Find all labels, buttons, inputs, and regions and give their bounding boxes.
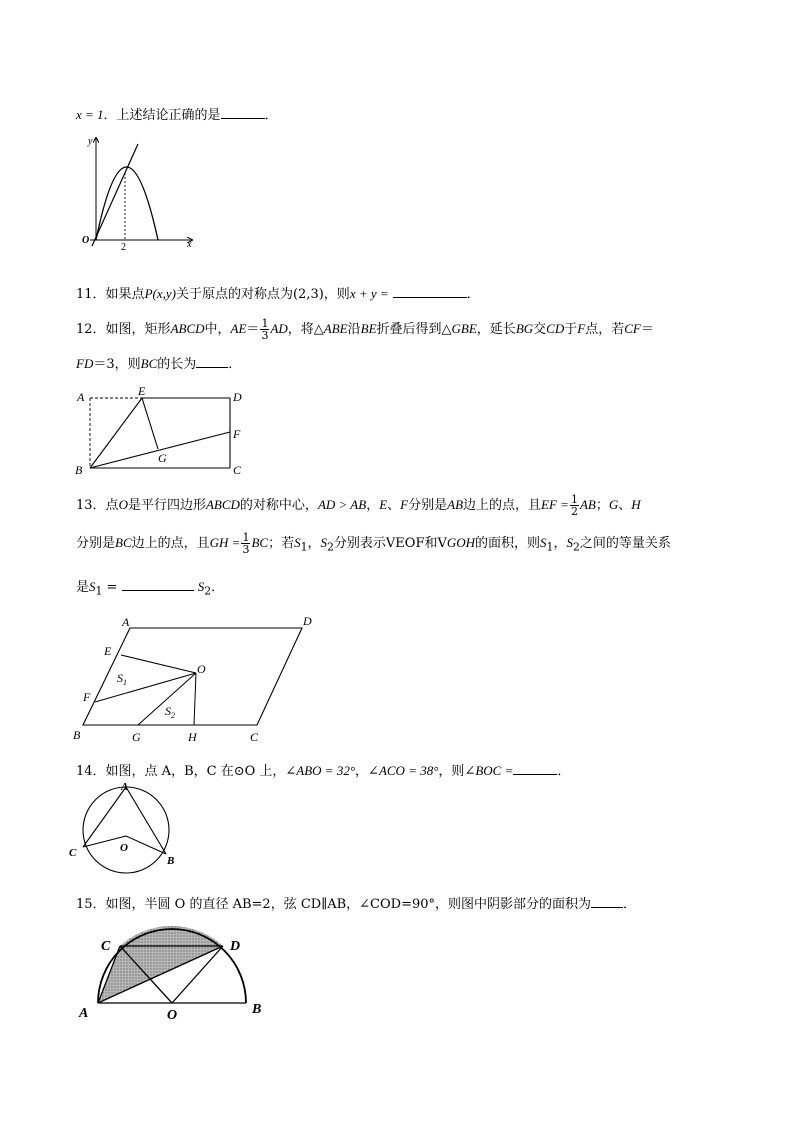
svg-text:S1: $S_1$ — [117, 671, 127, 687]
question-12-line2: FD＝3，则BC的长为 ． — [76, 356, 242, 372]
svg-text:B: B — [252, 1002, 262, 1017]
figure-rectangle-fold — [70, 385, 260, 480]
answer-blank[interactable] — [196, 355, 228, 368]
figure-parallelogram — [70, 610, 330, 745]
answer-blank[interactable] — [221, 106, 265, 119]
q10-text: ．上述结论正确的是 — [103, 108, 221, 123]
svg-text:C: C — [250, 730, 259, 744]
svg-text:H: H — [188, 730, 197, 744]
question-13-line2: 分别是BC边上的点，且GH = $\frac{1}{3}$ BC；若$S_1$，$S_2$分别表示VEOF和VGOH的面积，则$S_1$，$S_2$之间的等量关系 — [76, 531, 671, 556]
figure-semicircle — [72, 920, 272, 1025]
svg-text:E: E — [104, 644, 112, 658]
q10-eq: x = 1 — [76, 107, 104, 122]
svg-text:D: D — [230, 939, 241, 954]
svg-text:O: O — [167, 1008, 178, 1023]
svg-text:D: D — [303, 614, 312, 628]
svg-text:S2: $S_2$ — [165, 704, 175, 720]
answer-blank[interactable] — [591, 895, 623, 908]
fraction-one-third: $\frac{1}{3}$ — [242, 531, 250, 556]
svg-text:B: B — [75, 463, 83, 477]
q10-tail: x = 1．上述结论正确的是 ． — [76, 107, 278, 123]
fraction-one-third: $\frac{1}{3}$ — [261, 317, 269, 342]
question-13-line1: 13．点O是平行四边形ABCD的对称中心，AD > AB，E、F分别是AB边上的点，且EF = $\frac{1}{2}$ AB；G、H — [76, 493, 641, 518]
label-2: 2 — [121, 242, 126, 253]
tangent-line — [92, 144, 138, 246]
question-11: 11．如果点P(x,y)关于原点的对称点为(2,3)，则x + y = ． — [76, 286, 480, 302]
figure-circle — [68, 780, 188, 870]
svg-text:G: G — [132, 730, 141, 744]
label-origin: O — [82, 235, 90, 246]
svg-text:C: C — [69, 847, 77, 859]
label-y: y — [88, 136, 93, 147]
svg-text:A: A — [79, 1006, 89, 1021]
svg-text:A: A — [77, 390, 85, 404]
svg-text:B: B — [167, 855, 175, 867]
svg-text:C: C — [101, 939, 111, 954]
svg-text:A: A — [121, 781, 129, 793]
svg-text:C: C — [233, 463, 242, 477]
svg-text:E: E — [138, 384, 146, 398]
question-12-line1: 12．如图，矩形ABCD中，AE＝ $\frac{1}{3}$ AD，将△ABE沿BE折叠后得到△GBE，延长BG交CD于F点，若CF＝ — [76, 317, 654, 342]
fraction-one-half: $\frac{1}{2}$ — [570, 493, 578, 518]
label-x: x — [187, 239, 192, 250]
svg-text:B: B — [73, 728, 81, 742]
svg-text:F: F — [233, 427, 241, 441]
svg-text:F: F — [83, 690, 91, 704]
answer-blank[interactable] — [513, 762, 557, 775]
svg-text:D: D — [233, 390, 242, 404]
question-13-line3: 是$S_1 = S_2$． — [76, 579, 225, 598]
answer-blank[interactable] — [122, 578, 194, 591]
question-14: 14．如图，点 A，B，C 在⊙O 上，∠ABO = 32°，∠ACO = 38°，则∠BOC = ． — [76, 763, 571, 779]
svg-text:G: G — [158, 451, 167, 465]
answer-blank[interactable] — [393, 285, 467, 298]
svg-text:O: O — [197, 662, 206, 676]
parabola-curve — [96, 167, 158, 240]
question-15: 15．如图，半圆 O 的直径 AB=2，弦 CD∥AB，∠COD=90°，则图中阴影部分的面积为 ． — [76, 897, 637, 912]
figure-parabola — [70, 130, 200, 253]
svg-text:A: A — [122, 615, 130, 629]
svg-text:O: O — [120, 842, 128, 854]
